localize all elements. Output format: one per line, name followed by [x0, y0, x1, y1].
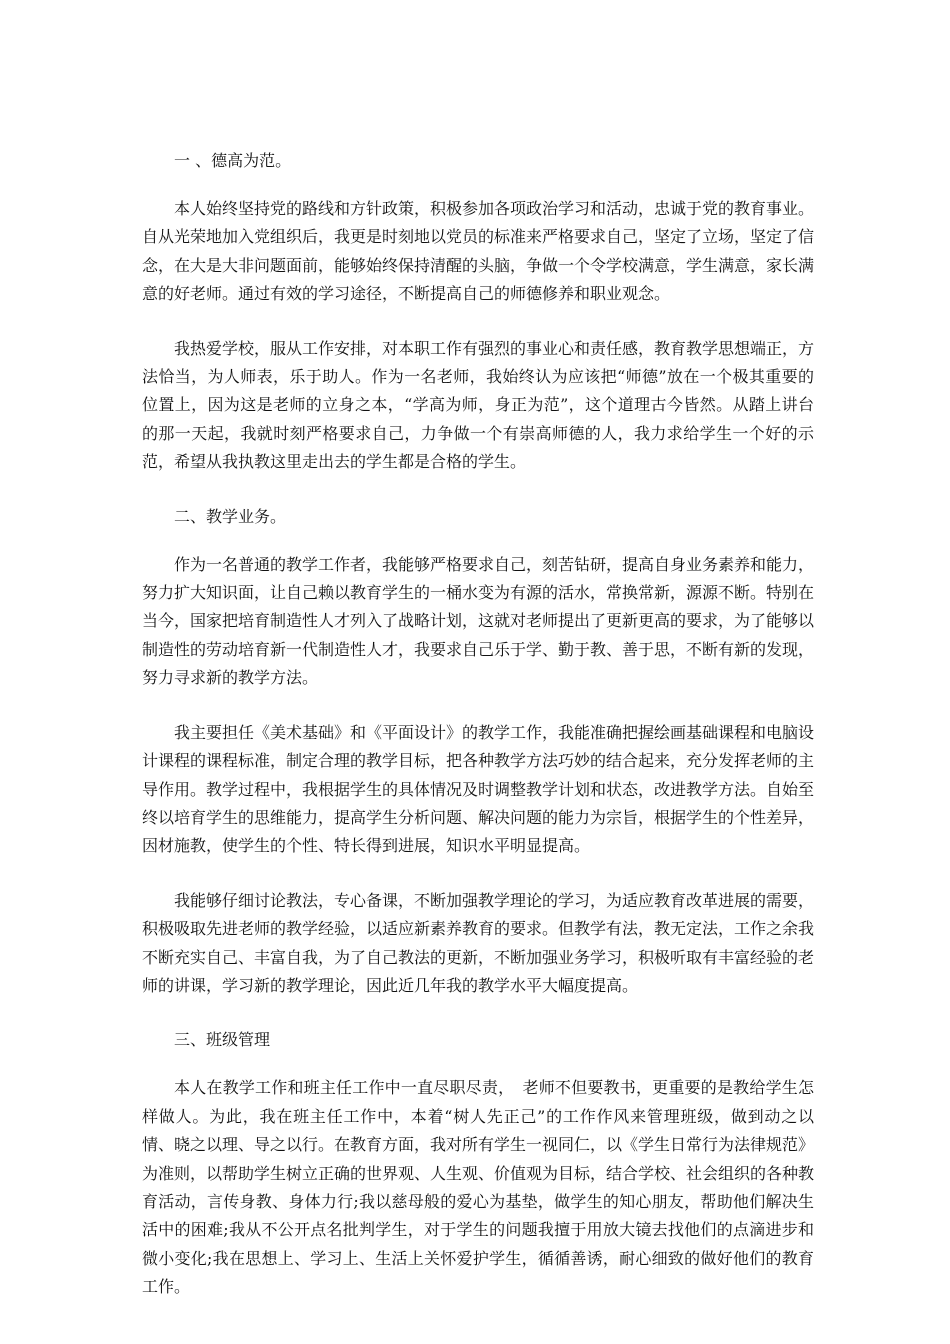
section-heading: 三、班级管理 — [174, 1030, 271, 1050]
paragraph: 我热爱学校，服从工作安排，对本职工作有强烈的事业心和责任感，教育教学思想端正，方法恰当，为人师表，乐于助人。作为一名老师，我始终认为应该把“师德”放在一个极其重要的位置上，因为这是老师的立身之本，“学高为师，身正为范”，这个道理古今皆然。从踏上讲台的那一天起，我就时刻严格要求自己，力争做一个有崇高师德的人，我力求给学生一个好的示范，希望从我执教这里走出去的学生都是合格的学生。 — [142, 338, 815, 472]
paragraph: 我主要担任《美术基础》和《平面设计》的教学工作，我能准确把握绘画基础课程和电脑设计课程的课程标准，制定合理的教学目标，把各种教学方法巧妙的结合起来，充分发挥老师的主导作用。教学过程中，我根据学生的具体情况及时调整教学计划和状态，改进教学方法。自始至终以培育学生的思维能力，提高学生分析问题、解决问题的能力为宗旨，根据学生的个性差异，因材施教，使学生的个性、特长得到进展，知识水平明显提高。 — [142, 722, 815, 856]
paragraph: 本人始终坚持党的路线和方针政策，积极参加各项政治学习和活动，忠诚于党的教育事业。自从光荣地加入党组织后，我更是时刻地以党员的标准来严格要求自己，坚定了立场，坚定了信念，在大是大非问题面前，能够始终保持清醒的头脑，争做一个令学校满意，学生满意，家长满意的好老师。通过有效的学习途径，不断提高自己的师德修养和职业观念。 — [142, 199, 815, 304]
document-page — [142, 147, 814, 1302]
paragraph: 作为一名普通的教学工作者，我能够严格要求自己，刻苦钻研，提高自身业务素养和能力，努力扩大知识面，让自己赖以教育学生的一桶水变为有源的活水，常换常新，源源不断。特别在当今，国家把培育制造性人才列入了战略计划，这就对老师提出了更新更高的要求，为了能够以制造性的劳动培育新一代制造性人才，我要求自己乐于学、勤于教、善于思，不断有新的发现，努力寻求新的教学方法。 — [142, 554, 815, 688]
section-heading: 二、教学业务。 — [174, 506, 287, 526]
section-heading: 一 、德高为范。 — [174, 151, 292, 170]
paragraph: 我能够仔细讨论教法，专心备课，不断加强教学理论的学习，为适应教育改革进展的需要，积极吸取先进老师的教学经验，以适应新素养教育的要求。但教学有法，教无定法，工作之余我不断充实自己、丰富自我，为了自己教法的更新，不断加强业务学习，积极听取有丰富经验的老师的讲课，学习新的教学理论，因此近几年我的教学水平大幅度提高。 — [142, 890, 815, 995]
paragraph: 本人在教学工作和班主任工作中一直尽职尽责， 老师不但要教书，更重要的是教给学生怎样做人。为此，我在班主任工作中，本着“树人先正己”的工作作风来管理班级，做到动之以情、晓之以理、导之以行。在教育方面，我对所有学生一视同仁，以《学生日常行为法律规范》为准则，以帮助学生树立正确的世界观、人生观、价值观为目标，结合学校、社会组织的各种教育活动，言传身教、身体力行;我以慈母般的爱心为基垫，做学生的知心朋友，帮助他们解决生活中的困难;我从不公开点名批判学生，对于学生的问题我擅于用放大镜去找他们的点滴进步和微小变化;我在思想上、学习上、生活上关怀爱护学生，循循善诱，耐心细致的做好他们的教育工作。 — [142, 1078, 815, 1297]
